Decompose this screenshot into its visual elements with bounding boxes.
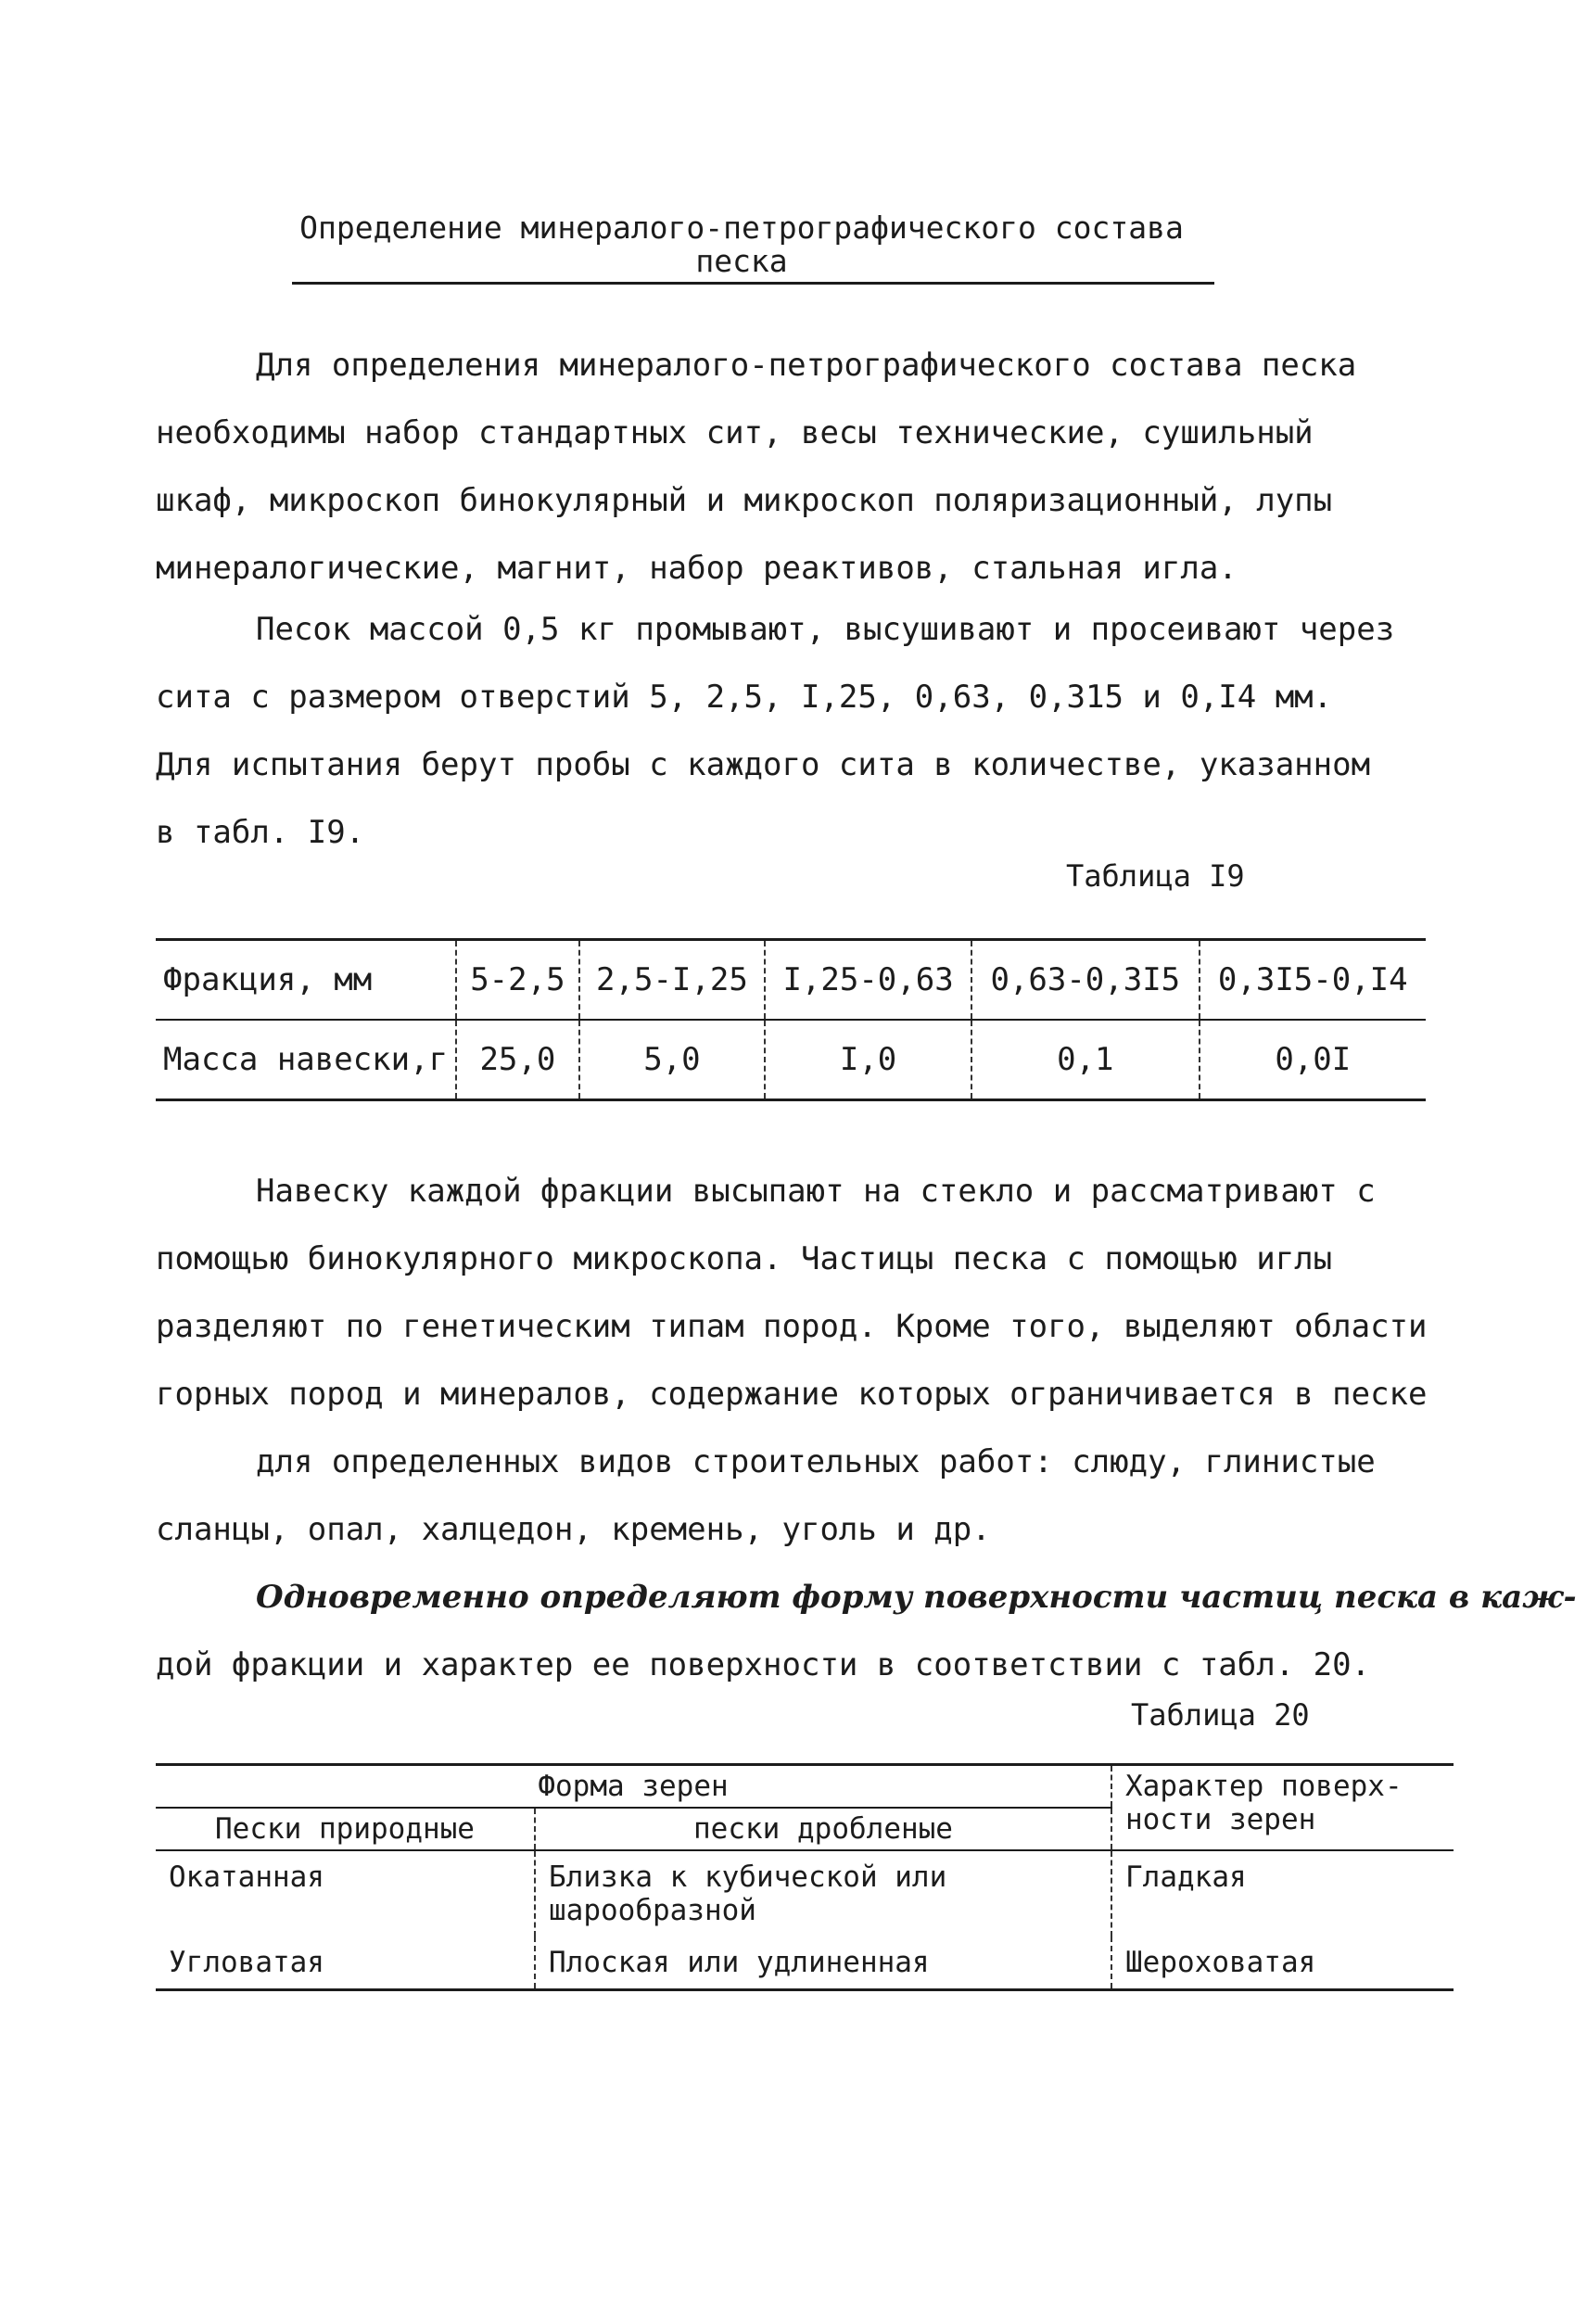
table-20	[156, 1763, 1454, 1991]
table-cell: 0,63-0,3I5	[971, 940, 1200, 1021]
table-row	[156, 940, 1426, 1021]
table-cell: 25,0	[456, 1020, 579, 1100]
text-line: Навеску каждой фракции высыпают на стекло и рассматривают с	[256, 1173, 1376, 1210]
paragraph-analysis	[156, 1158, 1577, 1699]
text-line: сланцы, опал, халцедон, кремень, уголь и др.	[156, 1511, 991, 1548]
table-cell: 2,5-I,25	[579, 940, 765, 1021]
table-cell: 0,3I5-0,I4	[1200, 940, 1426, 1021]
header-cell: Характер поверх- ности зерен	[1111, 1765, 1454, 1851]
table-cell: 0,0I	[1200, 1020, 1426, 1100]
text-line: Для определения минералого-петрографического состава песка	[256, 347, 1357, 384]
table-row	[156, 1937, 1454, 1990]
text-line: в табл. I9.	[156, 814, 365, 851]
header-cell: Форма зерен	[156, 1765, 1111, 1809]
table-cell: Гладкая	[1111, 1850, 1454, 1937]
table-cell: Фракция, мм	[163, 961, 373, 998]
text-line: помощью бинокулярного микроскопа. Частицы песка с помощью иглы	[156, 1240, 1333, 1277]
text-line: дой фракции и характер ее поверхности в соответствии с табл. 20.	[156, 1646, 1371, 1683]
text-line: минералогические, магнит, набор реактивов, стальная игла.	[156, 550, 1238, 587]
text-line: шкаф, микроскоп бинокулярный и микроскоп поляризационный, лупы	[156, 482, 1333, 519]
paragraph-equipment	[156, 332, 1416, 603]
table-cell: 5-2,5	[456, 940, 579, 1021]
title-underline	[292, 282, 1214, 285]
document-title	[278, 211, 1205, 278]
table-19-caption: Таблица I9	[1066, 858, 1245, 894]
table-cell: Плоская или удлиненная	[535, 1937, 1111, 1990]
text-line: Песок массой 0,5 кг промывают, высушивают и просеивают через	[256, 611, 1395, 648]
table-cell: 5,0	[579, 1020, 765, 1100]
table-cell: Близка к кубической или шарообразной	[535, 1850, 1111, 1937]
text-line: горных пород и минералов, содержание которых ограничивается в песке	[156, 1376, 1428, 1413]
text-line: необходимы набор стандартных сит, весы технические, сушильный	[156, 414, 1314, 451]
text-line: Для испытания берут пробы с каждого сита в количестве, указанном	[156, 746, 1371, 783]
table-cell: Шероховатая	[1111, 1937, 1454, 1990]
table-cell: I,0	[765, 1020, 971, 1100]
table-cell: Масса навески,г	[156, 1020, 456, 1100]
title-line-2: песка	[695, 243, 788, 279]
text-line: для определенных видов строительных работ: слюду, глинистые	[256, 1443, 1376, 1480]
table-row	[156, 1020, 1426, 1100]
table-cell: I,25-0,63	[765, 940, 971, 1021]
table-row	[156, 1850, 1454, 1937]
text-line: разделяют по генетическим типам пород. Кроме того, выделяют области	[156, 1308, 1428, 1345]
title-line-1: Определение минералого-петрографического состава	[299, 210, 1184, 246]
header-cell: Пески природные	[156, 1808, 535, 1850]
header-cell: пески дробленые	[535, 1808, 1111, 1850]
table-cell: 0,1	[971, 1020, 1200, 1100]
paragraph-procedure	[156, 596, 1416, 867]
table-20-caption: Таблица 20	[1131, 1697, 1310, 1733]
table-cell: Окатанная	[169, 1860, 324, 1894]
table-header-row	[156, 1765, 1454, 1809]
text-line: сита с размером отверстий 5, 2,5, I,25, 0,63, 0,315 и 0,I4 мм.	[156, 679, 1333, 716]
table-cell: Угловатая	[169, 1946, 324, 1979]
table-19	[156, 938, 1426, 1101]
handwritten-line: Одновременно определяют форму поверхности частиц песка в каж-	[256, 1579, 1577, 1616]
